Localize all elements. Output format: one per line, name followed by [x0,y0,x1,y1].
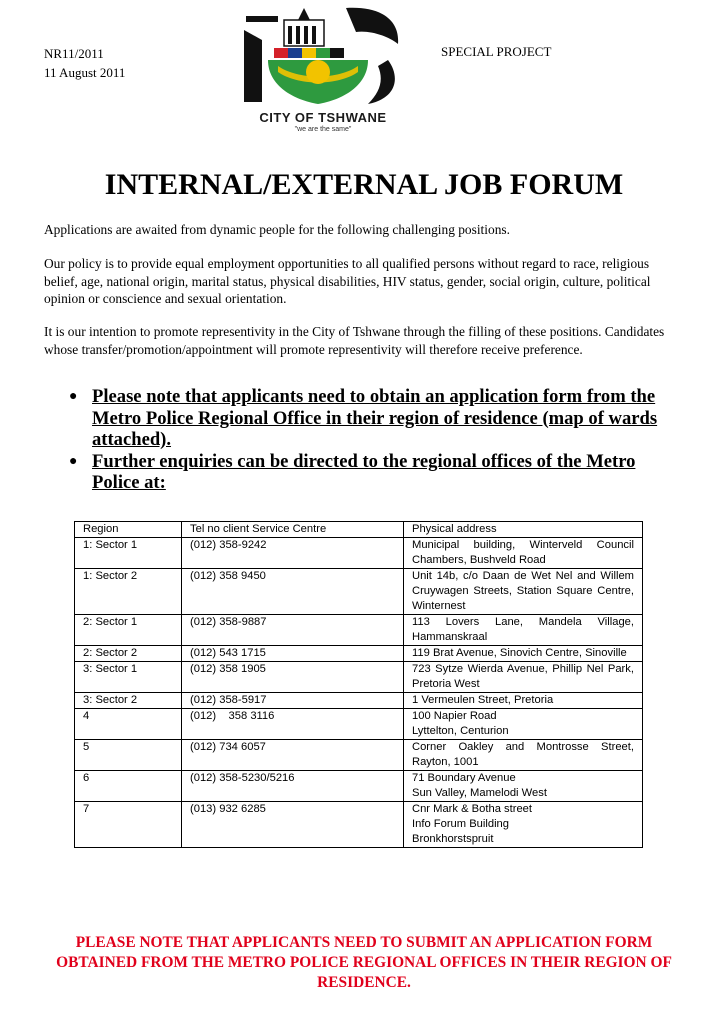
header-region: Region [75,522,182,538]
application-notice: PLEASE NOTE THAT APPLICANTS NEED TO SUBMIT AN APPLICATION FORM OBTAINED FROM THE METRO POLICE REGIONAL OFFICES IN THEIR REGION OF RESIDENCE. [56,934,672,991]
special-project-label: SPECIAL PROJECT [441,44,552,59]
region-cell: 3: Sector 1 [75,662,182,693]
telephone-cell: (012) 358-9887 [182,615,404,646]
intention-paragraph: It is our intention to promote representivity in the City of Tshwane through the filling of these positions. Candidates whose transfer/promotion/appointment will promote representivity will therefore receive preference. [44,324,665,357]
address-cell: 71 Boundary Avenue Sun Valley, Mamelodi West [404,771,643,802]
header-address: Physical address [404,522,643,538]
logo-city-name: CITY OF TSHWANE [259,110,387,125]
table-row [75,615,643,646]
address-cell: 1 Vermeulen Street, Pretoria [404,693,643,709]
address-cell: 113 Lovers Lane, Mandela Village, Hammanskraal [404,615,643,646]
bullet-text: Further enquiries can be directed to the regional offices of the Metro Police at: [92,450,636,493]
address-cell: 723 Sytze Wierda Avenue, Phillip Nel Park, Pretoria West [404,662,643,693]
header-telephone: Tel no client Service Centre [182,522,404,538]
region-cell: 2: Sector 2 [75,646,182,662]
region-cell: 4 [75,709,182,740]
table-row [75,646,643,662]
address-cell: Corner Oakley and Montrosse Street, Rayton, 1001 [404,740,643,771]
telephone-cell: (012) 358-5917 [182,693,404,709]
table-row [75,740,643,771]
region-cell: 1: Sector 1 [75,538,182,569]
region-cell: 3: Sector 2 [75,693,182,709]
bullet-item [69,450,682,494]
address-cell: Cnr Mark & Botha street Info Forum Building Bronkhorstspruit [404,802,643,848]
bullet-icon: ● [69,453,78,469]
bullet-item [69,386,682,451]
region-cell: 6 [75,771,182,802]
table-row [75,771,643,802]
telephone-cell: (013) 932 6285 [182,802,404,848]
city-of-tshwane-logo [238,0,408,138]
notice-bullet-list [69,386,682,494]
region-cell: 2: Sector 1 [75,615,182,646]
telephone-cell: (012) 358 9450 [182,569,404,615]
document-date: 11 August 2011 [44,65,126,80]
address-cell: Municipal building, Winterveld Council Chambers, Bushveld Road [404,538,643,569]
telephone-cell: (012) 358 3116 [182,709,404,740]
logo-slogan: "we are the same" [294,126,352,133]
telephone-cell: (012) 358-9242 [182,538,404,569]
bullet-text: Please note that applicants need to obtain an application form from the Metro Police Regional Office in their region of residence (map of wards attached). [92,386,658,450]
table-row [75,693,643,709]
table-header-row [75,522,643,538]
region-cell: 7 [75,802,182,848]
region-cell: 5 [75,740,182,771]
bullet-icon: ● [69,389,78,404]
telephone-cell: (012) 358-5230/5216 [182,771,404,802]
document-reference [44,44,125,82]
table-row [75,802,643,848]
page-title: INTERNAL/EXTERNAL JOB FORUM [104,168,624,201]
address-cell: Unit 14b, c/o Daan de Wet Nel and Willem Cruywagen Streets, Station Square Centre, Winternest [404,569,643,615]
city-emblem-icon [238,0,408,110]
region-cell: 1: Sector 2 [75,569,182,615]
reference-number: NR11/2011 [44,46,104,61]
policy-paragraph: Our policy is to provide equal employment opportunities to all qualified persons without regard to race, religious belief, age, national origin, marital status, physical disabilities, HIV status, gender, social origin, culture, political opinion or conscience and sexual orientation. [44,256,651,306]
telephone-cell: (012) 734 6057 [182,740,404,771]
telephone-cell: (012) 543 1715 [182,646,404,662]
table-row [75,662,643,693]
table-row [75,709,643,740]
address-cell: 119 Brat Avenue, Sinovich Centre, Sinoville [404,646,643,662]
telephone-cell: (012) 358 1905 [182,662,404,693]
table-row [75,569,643,615]
address-cell: 100 Napier Road Lyttelton, Centurion [404,709,643,740]
intro-paragraph: Applications are awaited from dynamic people for the following challenging positions. [44,222,510,237]
table-row [75,538,643,569]
regional-offices-table [74,521,643,848]
